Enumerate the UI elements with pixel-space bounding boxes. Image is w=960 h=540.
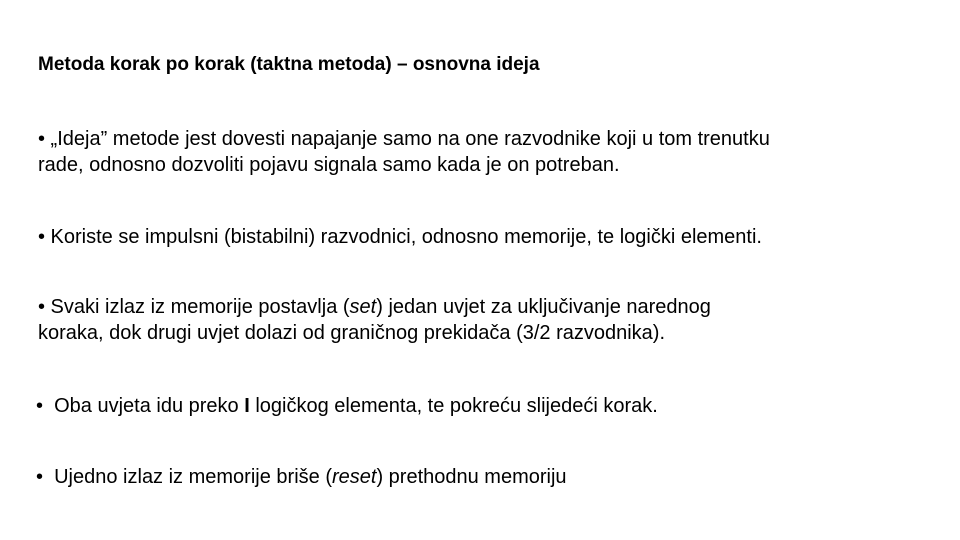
bullet-2-line-1: • Koriste se impulsni (bistabilni) razvodnici, odnosno memorije, te logički elementi. xyxy=(38,226,762,248)
bullet-4-and-gate-term: I xyxy=(244,395,250,417)
bullet-4-text-b: logičkog elementa, te pokreću slijedeći korak. xyxy=(249,395,658,417)
bullet-3-text-b: ) jedan uvjet za uključivanje narednog xyxy=(376,296,711,318)
bullet-5-line-1 xyxy=(36,464,936,490)
bullet-3-text-a: • Svaki izlaz iz memorije postavlja ( xyxy=(38,296,350,318)
bullet-1 xyxy=(38,126,938,178)
slide-title: Metoda korak po korak (taktna metoda) – osnovna ideja xyxy=(38,54,540,75)
bullet-5-text-a: • Ujedno izlaz iz memorije briše ( xyxy=(36,466,332,488)
bullet-4-line-1 xyxy=(36,393,936,419)
bullet-3 xyxy=(38,294,938,346)
bullet-3-set-term: set xyxy=(349,296,377,318)
bullet-5-text-b: ) prethodnu memoriju xyxy=(376,466,567,488)
bullet-3-line-1 xyxy=(38,294,938,320)
bullet-5 xyxy=(36,464,936,490)
bullet-4-text-a: • Oba uvjeta idu preko xyxy=(36,395,245,417)
bullet-3-line-2: koraka, dok drugi uvjet dolazi od graničnog prekidača (3/2 razvodnika). xyxy=(38,322,666,344)
bullet-5-reset-term: reset xyxy=(331,466,377,488)
bullet-4 xyxy=(36,393,936,419)
bullet-2 xyxy=(38,224,938,250)
bullet-1-line-1: • „Ideja” metode jest dovesti napajanje samo na one razvodnike koji u tom trenutku xyxy=(38,128,770,150)
bullet-1-line-2: rade, odnosno dozvoliti pojavu signala samo kada je on potreban. xyxy=(38,154,620,176)
